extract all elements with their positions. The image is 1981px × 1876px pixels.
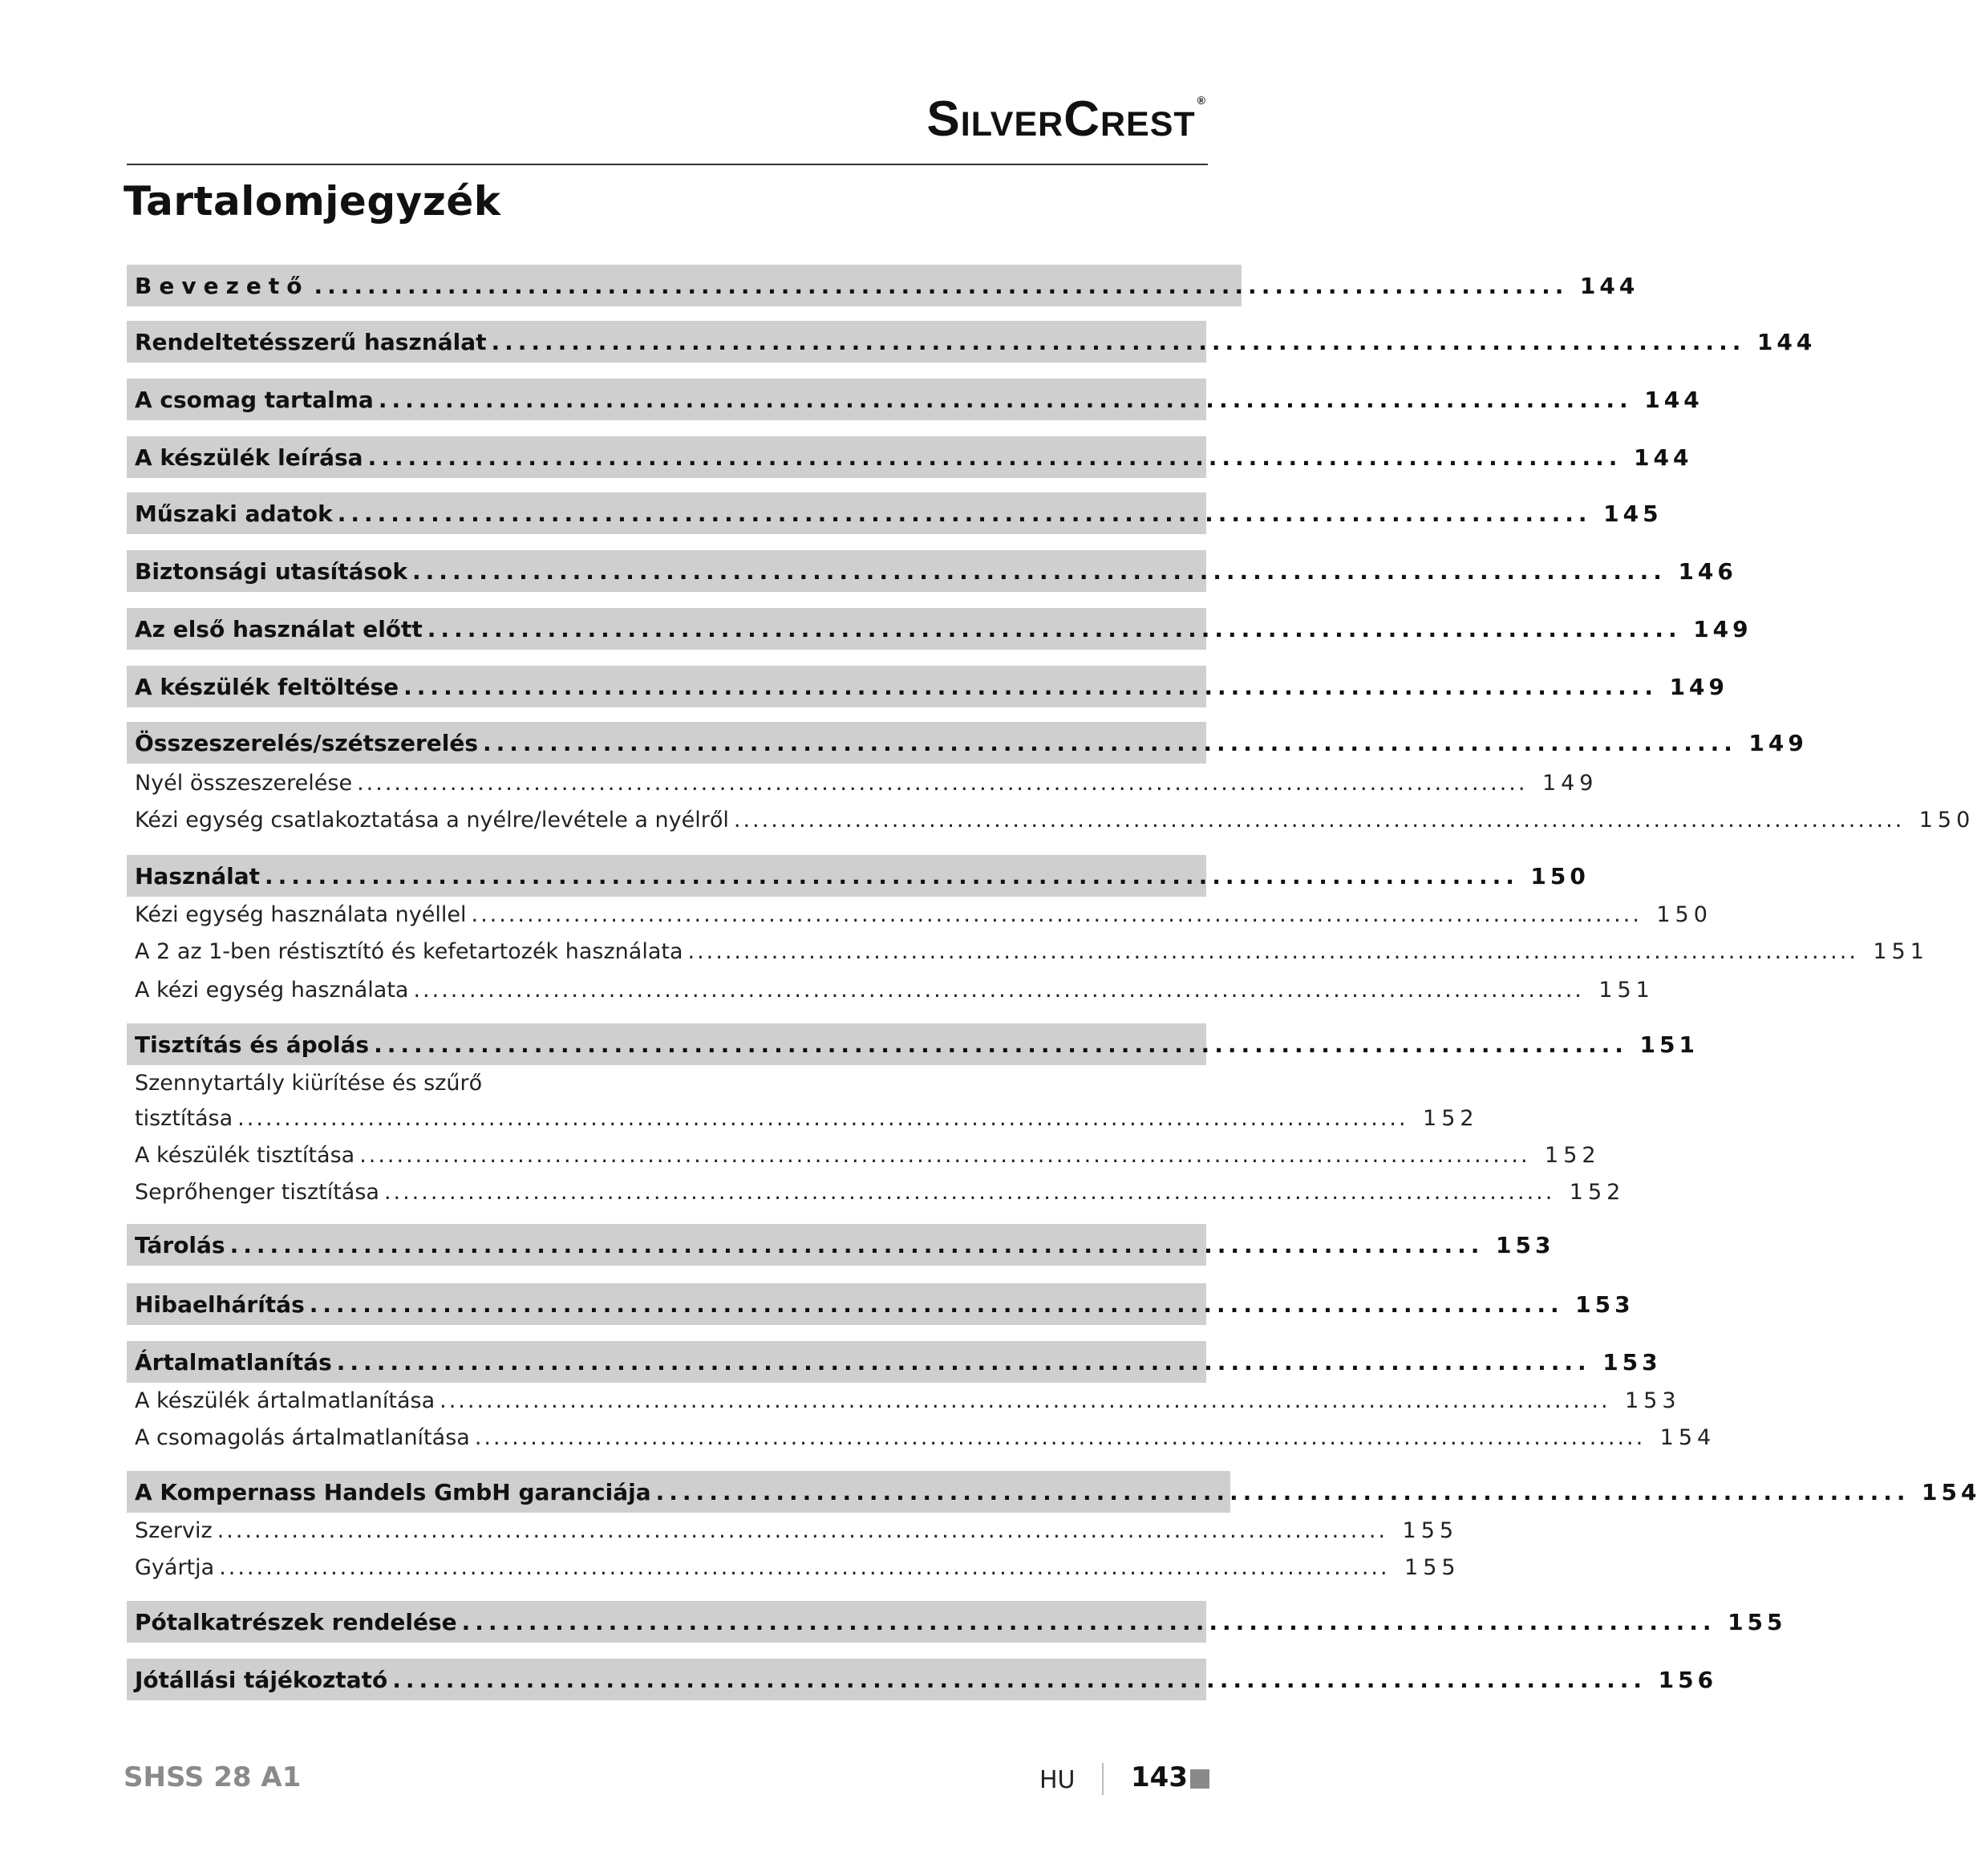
toc-entry[interactable]: Hibaelhárítás .............................................................................................. 153 [127,1283,1206,1325]
page-title: Tartalomjegyzék [124,178,501,225]
toc-entry[interactable]: Biztonsági utasítások .............................................................................................. 146 [127,550,1206,592]
toc-subentry[interactable]: Szerviz .............................................................................................................................. 155 [135,1517,1459,1543]
toc-subentry[interactable]: Nyél összeszerelése .............................................................................................................................. 149 [135,770,1598,796]
toc-subentry[interactable]: tisztítása .............................................................................................................................. 152 [135,1105,1479,1131]
toc-subentry[interactable]: Kézi egység használata nyéllel .............................................................................................................................. 150 [135,902,1712,927]
toc-entry[interactable]: Műszaki adatok .............................................................................................. 145 [127,492,1206,534]
toc-subentry[interactable]: A készülék tisztítása .............................................................................................................................. 152 [135,1142,1601,1168]
toc-entry[interactable]: Tárolás .............................................................................................. 153 [127,1224,1206,1266]
toc-entry[interactable]: Használat .............................................................................................. 150 [127,855,1206,897]
toc-subentry[interactable]: Kézi egység csatlakoztatása a nyélre/levétele a nyélről .............................................................................................................................. 150 [135,807,1975,833]
toc-entry[interactable]: Tisztítás és ápolás .............................................................................................. 151 [127,1023,1206,1065]
toc-subentry[interactable]: A kézi egység használata .............................................................................................................................. 151 [135,977,1655,1003]
toc-entry[interactable]: Összeszerelés/szétszerelés .............................................................................................. 149 [127,722,1206,764]
toc-subentry[interactable]: A csomagolás ártalmatlanítása .............................................................................................................................. 154 [135,1424,1716,1450]
toc-subentry[interactable]: Seprőhenger tisztítása .............................................................................................................................. 152 [135,1179,1626,1205]
toc-entry[interactable]: A készülék feltöltése .............................................................................................. 149 [127,666,1206,707]
toc-entry[interactable]: Rendeltetésszerű használat .............................................................................................. 144 [127,321,1206,363]
footer-divider [1102,1763,1104,1795]
brand-logo: SilverCrest ® [926,91,1206,147]
toc-entry[interactable]: A Kompernass Handels GmbH garanciája .............................................................................................. 154 [127,1471,1230,1513]
footer-page-number: 143 [1131,1761,1188,1793]
toc-entry[interactable]: Bevezető .............................................................................................. 144 [127,265,1242,306]
footer-model: SHSS 28 A1 [124,1761,302,1793]
toc-subentry[interactable]: Gyártja .............................................................................................................................. 155 [135,1554,1460,1580]
toc-entry[interactable]: A csomag tartalma .............................................................................................. 144 [127,379,1206,420]
toc-subentry-line1: Szennytartály kiürítése és szűrő [135,1070,483,1096]
toc-entry[interactable]: Az első használat előtt .............................................................................................. 149 [127,608,1206,650]
toc-entry[interactable]: Pótalkatrészek rendelése .............................................................................................. 155 [127,1601,1206,1643]
toc-entry[interactable]: Jótállási tájékoztató .............................................................................................. 156 [127,1659,1206,1700]
footer-language: HU [1039,1766,1076,1794]
toc-entry[interactable]: A készülék leírása .............................................................................................. 144 [127,436,1206,478]
toc-subentry[interactable]: A 2 az 1-ben réstisztító és kefetartozék használata .............................................................................................................................. 151 [135,938,1929,964]
toc-entry[interactable]: Ártalmatlanítás .............................................................................................. 153 [127,1341,1206,1383]
footer-square-icon [1190,1769,1209,1789]
toc-subentry[interactable]: A készülék ártalmatlanítása .............................................................................................................................. 153 [135,1388,1681,1413]
